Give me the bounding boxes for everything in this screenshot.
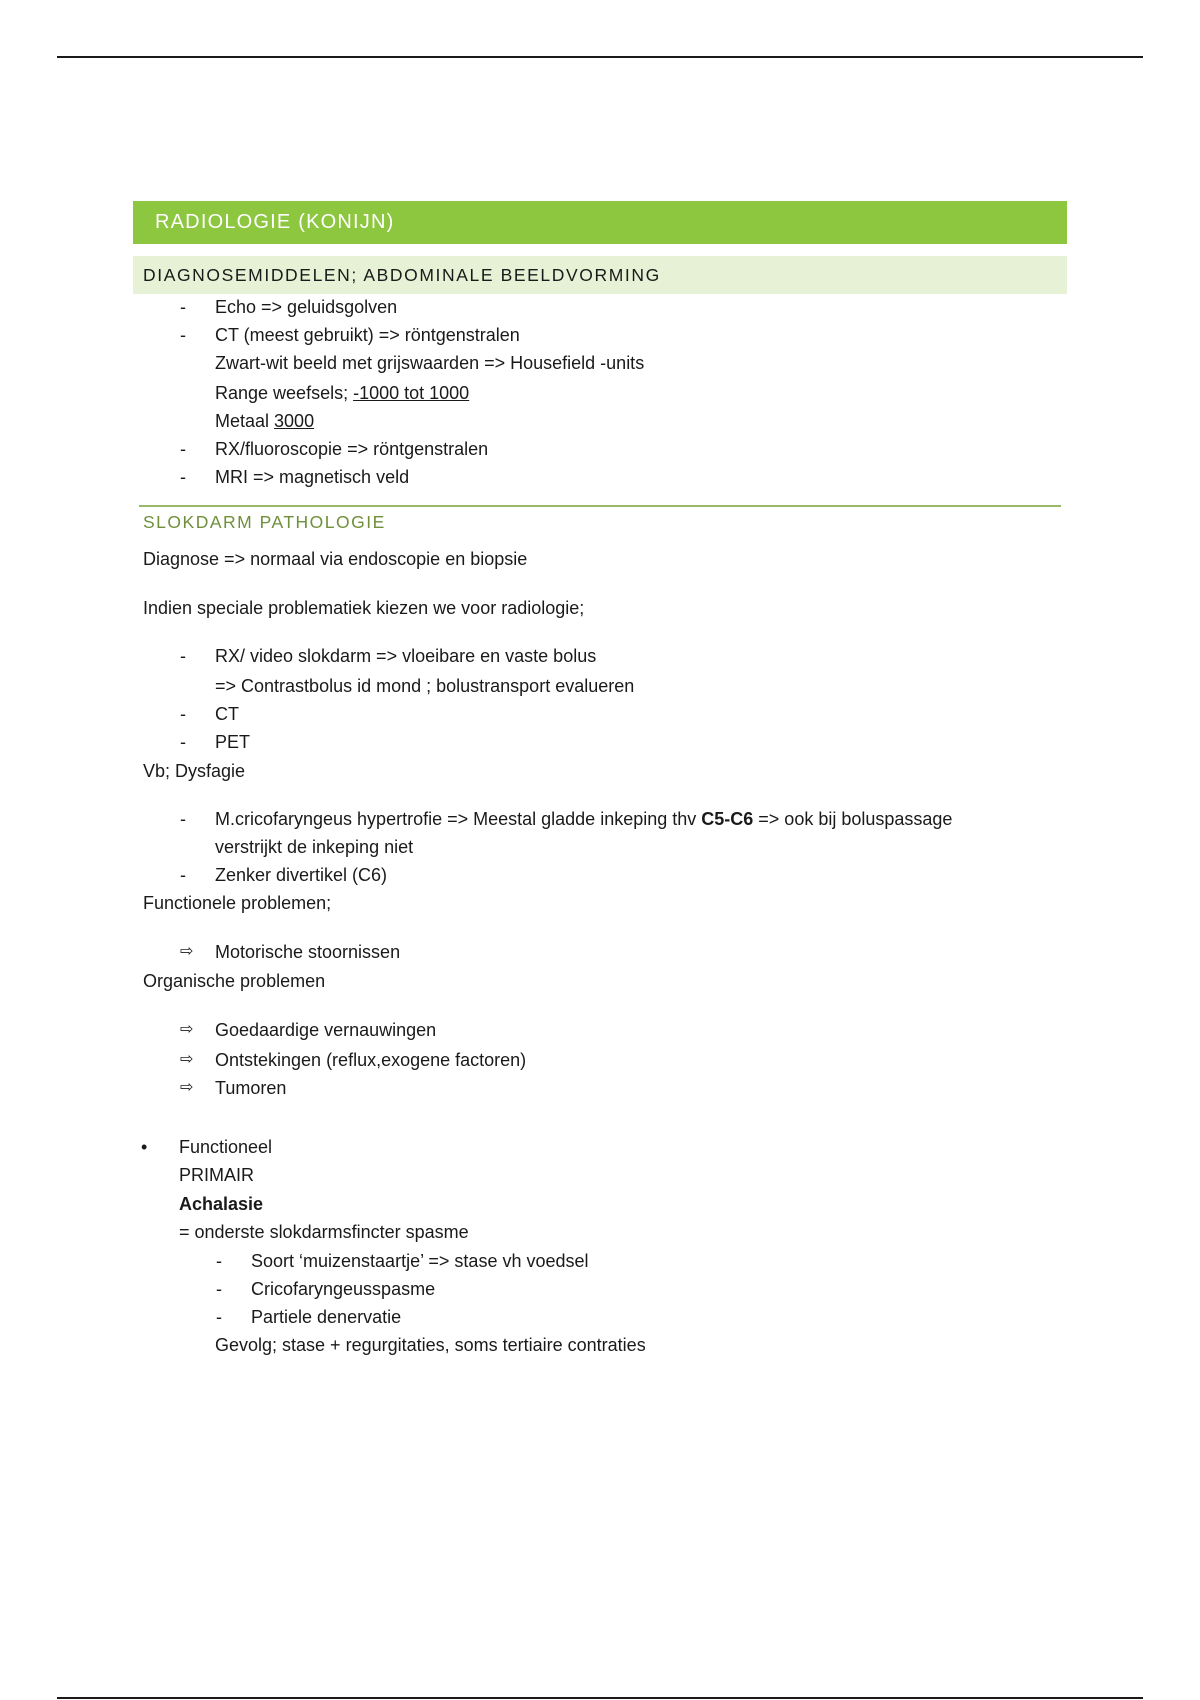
list-item: Functioneel [179, 1137, 273, 1157]
bold-term: C5-C6 [701, 809, 754, 829]
list-item-continuation: Metaal 3000 [215, 411, 315, 431]
dash-marker: - [180, 704, 186, 724]
list-item: CT [215, 704, 239, 724]
paragraph: Vb; Dysfagie [143, 761, 246, 781]
list-item-continuation: verstrijkt de inkeping niet [215, 837, 414, 857]
bold-term: Achalasie [179, 1194, 264, 1214]
list-item: Motorische stoornissen [215, 942, 401, 962]
paragraph: Gevolg; stase + regurgitaties, soms tertiaire contraties [215, 1335, 646, 1355]
list-item: Tumoren [215, 1078, 287, 1098]
dash-marker: - [180, 865, 186, 885]
list-item: Echo => geluidsgolven [215, 297, 398, 317]
list-item-continuation: = onderste slokdarmsfincter spasme [179, 1222, 469, 1242]
dash-marker: - [180, 809, 186, 829]
list-item: RX/fluoroscopie => röntgenstralen [215, 439, 489, 459]
title-banner [133, 201, 1067, 244]
page-title: RADIOLOGIE (KONIJN) [155, 211, 395, 233]
arrow-bullet-icon: ⇨ [180, 1021, 194, 1038]
paragraph: Diagnose => normaal via endoscopie en biopsie [143, 549, 528, 569]
dash-marker: - [216, 1307, 222, 1327]
paragraph: Indien speciale problematiek kiezen we voor radiologie; [143, 598, 585, 618]
list-item: Ontstekingen (reflux,exogene factoren) [215, 1050, 527, 1070]
dash-marker: - [180, 467, 186, 487]
dash-marker: - [216, 1279, 222, 1299]
section-heading-diagnose: DIAGNOSEMIDDELEN; ABDOMINALE BEELDVORMING [143, 264, 661, 285]
list-item: Goedaardige vernauwingen [215, 1020, 437, 1040]
list-item: PET [215, 732, 251, 752]
list-item-continuation: => Contrastbolus id mond ; bolustransport evalueren [215, 676, 635, 696]
dash-marker: - [180, 439, 186, 459]
arrow-bullet-icon: ⇨ [180, 1051, 194, 1068]
list-item-continuation: PRIMAIR [179, 1165, 255, 1185]
arrow-bullet-icon: ⇨ [180, 1079, 194, 1096]
dash-marker: - [180, 732, 186, 752]
section-heading-slokdarm: SLOKDARM PATHOLOGIE [143, 512, 386, 532]
underlined-value: -1000 tot 1000 [353, 383, 470, 403]
paragraph: Organische problemen [143, 971, 326, 991]
list-item: Zenker divertikel (C6) [215, 865, 388, 885]
list-item: M.cricofaryngeus hypertrofie => Meestal gladde inkeping thv C5-C6 => ook bij boluspassage [215, 809, 953, 829]
dot-bullet-icon: • [141, 1137, 148, 1157]
dash-marker: - [180, 297, 186, 317]
section-divider [139, 505, 1061, 507]
list-item: MRI => magnetisch veld [215, 467, 410, 487]
bottom-rule [57, 1697, 1143, 1699]
dash-marker: - [216, 1251, 222, 1271]
list-item: CT (meest gebruikt) => röntgenstralen [215, 325, 520, 345]
list-item-continuation: Range weefsels; -1000 tot 1000 [215, 383, 470, 403]
list-item-continuation: Zwart-wit beeld met grijswaarden => Housefield -units [215, 353, 645, 373]
subtitle-banner [133, 256, 1067, 294]
underlined-value: 3000 [274, 411, 315, 431]
list-item: RX/ video slokdarm => vloeibare en vaste bolus [215, 646, 597, 666]
list-item: Cricofaryngeusspasme [251, 1279, 436, 1299]
list-item: Soort ‘muizenstaartje’ => stase vh voedsel [251, 1251, 589, 1271]
list-item: Partiele denervatie [251, 1307, 402, 1327]
dash-marker: - [180, 325, 186, 345]
top-rule [57, 56, 1143, 58]
dash-marker: - [180, 646, 186, 666]
arrow-bullet-icon: ⇨ [180, 943, 194, 960]
paragraph: Functionele problemen; [143, 893, 332, 913]
